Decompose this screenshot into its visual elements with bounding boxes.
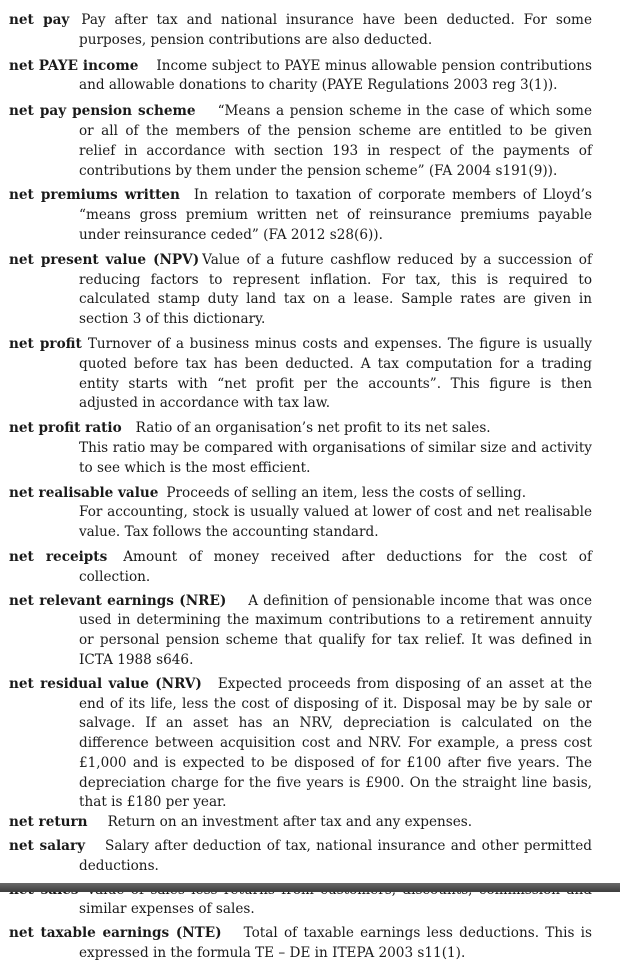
entry-definition: Turnover of a business minus costs and expenses. The figure is usually quoted before tax has been deducted. A tax computation for a trading entity starts with “net profit per the accounts”. This figure is then adjusted in accordance with tax law.: [79, 335, 592, 412]
entry-term: net salary: [9, 838, 86, 855]
entry-term: net profit ratio: [9, 420, 122, 437]
entry-term: net PAYE income: [9, 57, 139, 74]
entry-term: net profit: [9, 335, 82, 352]
dictionary-entry: [9, 592, 592, 671]
entry-definition: In relation to taxation of corporate members of Lloyd’s “means gross premium written net of reinsurance premiums payable under reinsurance ceded” (FA 2012 s28(6)).: [79, 187, 592, 243]
dictionary-entry: [9, 924, 592, 964]
entry-term: net realisable value: [9, 484, 159, 501]
entry-definition: similar expenses of sales.: [79, 901, 255, 918]
entry-definition-continued: For accounting, stock is usually valued at lower of cost and net realisable value. Tax follows the accounting standard.: [79, 504, 592, 541]
entry-term: net residual value (NRV): [9, 675, 202, 692]
entry-definition: “Means a pension scheme in the case of which some or all of the members of the pension scheme are entitled to be given relief in accordance with section 193 in respect of the payments of contributions by them under the pension scheme” (FA 2004 s191(9)).: [79, 103, 592, 179]
entry-definition: Return on an investment after tax and any expenses.: [107, 814, 473, 831]
entry-definition-continued: This ratio may be compared with organisations of similar size and activity to see which is the most efficient.: [79, 439, 592, 476]
dictionary-entry: [9, 102, 592, 181]
entry-definition: Salary after deduction of tax, national insurance and other permitted deductions.: [79, 838, 592, 874]
dictionary-entry: [9, 484, 592, 543]
entry-term: net relevant earnings (NRE): [9, 592, 227, 609]
dictionary-entry: [9, 335, 592, 414]
entry-definition: Total of taxable earnings less deductions. This is expressed in the formula TE – DE in ITEPA 2003 s11(1).: [79, 925, 592, 962]
entry-definition: Pay after tax and national insurance have been deducted. For some purposes, pension contributions are also deducted.: [79, 12, 592, 48]
entry-definition: Expected proceeds from disposing of an asset at the end of its life, less the cost of disposing of it. Disposal may be by sale or salvage. If an asset has an NRV, depreciation is calculated on the difference between acquisition cost and NRV. For example, a press cost £1,000 and is expected to be disposed of for £100 after five years. The depreciation charge for the five years is £900. On the straight line basis, that is £180 per year.: [79, 675, 592, 811]
dictionary-entry: [9, 813, 592, 833]
entry-definition: A definition of pensionable income that was once used in determining the maximum contributions to a retirement annuity or personal pension scheme that qualify for tax relief. It was defined in ICTA 1988 s646.: [79, 592, 592, 668]
entry-definition: Ratio of an organisation’s net profit to its net sales.: [135, 420, 491, 437]
entry-term: net pay: [9, 12, 70, 28]
dictionary-entry: [9, 548, 592, 588]
entry-definition: Income subject to PAYE minus allowable pension contributions and allowable donations to charity (PAYE Regulations 2003 reg 3(1)).: [79, 57, 592, 94]
dictionary-entry: [9, 419, 592, 478]
dictionary-entry: [9, 675, 592, 814]
entry-term: net premiums written: [9, 187, 180, 204]
dictionary-entry: [9, 11, 592, 51]
dictionary-entry: [9, 837, 592, 877]
dictionary-entry: [9, 57, 592, 97]
dictionary-entry: [9, 251, 592, 330]
entry-term: net taxable earnings (NTE): [9, 925, 222, 942]
entry-definition: Proceeds of selling an item, less the costs of selling.: [166, 484, 527, 501]
entry-term: net pay pension scheme: [9, 103, 196, 120]
bottom-scroll-bar: [0, 883, 620, 892]
entry-definition: Value of a future cashflow reduced by a succession of reducing factors to represent inflation. For tax, this is required to calculated stamp duty land tax on a lease. Sample rates are given in section 3 of this dictionary.: [79, 251, 592, 328]
entry-term: net present value (NPV): [9, 251, 200, 268]
dictionary-entry: [9, 186, 592, 245]
entry-term: net receipts: [9, 548, 108, 565]
entry-term: net return: [9, 814, 88, 831]
entry-definition: Amount of money received after deductions for the cost of collection.: [79, 548, 592, 585]
